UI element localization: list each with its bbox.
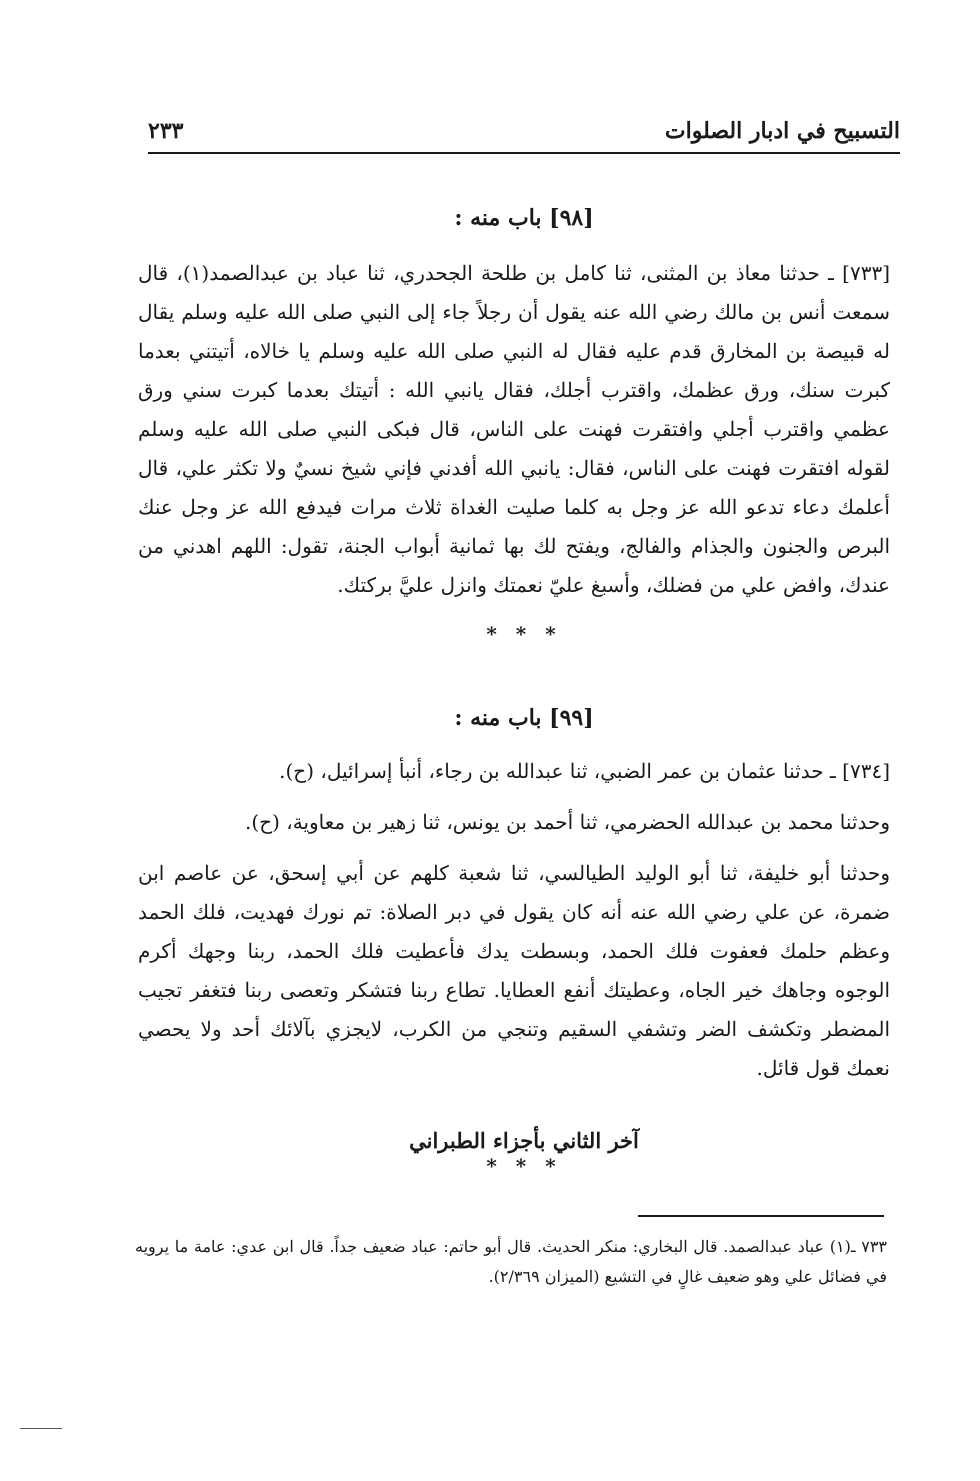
section-98-heading: [٩٨] باب منه :: [454, 205, 594, 231]
running-title: التسبيح في ادبار الصلوات: [664, 118, 900, 144]
end-divider: * * *: [486, 1154, 562, 1178]
footnote: ٧٣٣ ـ(١) عباد عبدالصمد. قال البخاري: منكر الحديث. قال أبو حاتم: عباد ضعيف جداً. قال ابن عدي: عامة ما يرويه في فضائل علي وهو ضعيف غالٍ في التشيع (الميزان ٢/٣٦٩).: [135, 1237, 888, 1286]
section-divider: * * *: [486, 622, 562, 646]
header-rule: [148, 152, 900, 154]
running-header: [148, 112, 900, 156]
scan-mark: [20, 1428, 62, 1429]
hadith-734-chain-2: وحدثنا محمد بن عبدالله الحضرمي، ثنا أحمد بن يونس، ثنا زهير بن معاوية، (ح).: [245, 810, 890, 834]
part-closing-note: آخر الثاني بأجزاء الطبراني: [409, 1128, 639, 1153]
page-number: ٢٣٣: [148, 118, 184, 144]
hadith-734-text: وحدثنا أبو خليفة، ثنا أبو الوليد الطيالسي، ثنا شعبة كلهم عن أبي إسحق، عن عاصم ابن ضمرة، عن علي رضي الله عنه أنه كان يقول في دبر الصلاة: تم نورك فهديت، فلك الحمد وعظم حلمك فعفوت فلك الحمد، وبسطت يدك فأعطيت فلك الحمد، ربنا وجهك أكرم الوجوه وجاهك خير الجاه، وعطيتك أنفع العطايا. تطاع ربنا فتشكر وتعصى ربنا فتغفر تجيب المضطر وتكشف الضر وتشفي السقيم وتنجي من الكرب، لايجزي بآلائك أحد ولا يحصي نعمك قول قائل.: [138, 861, 890, 1080]
hadith-733-text: [٧٣٣] ـ حدثنا معاذ بن المثنى، ثنا كامل بن طلحة الجحدري، ثنا عباد بن عبدالصمد(١)، قال سمعت أنس بن مالك رضي الله عنه يقول أن رجلاً جاء إلى النبي صلى الله عليه وسلم يقال له قبيصة بن المخارق قدم عليه فقال له النبي صلى الله عليه وسلم يا خالاه، أتيتني بعدما كبرت سنك، ورق عظمك، واقترب أجلك، فقال يانبي الله : أتيتك بعدما كبرت سني ورق عظمي واقترب أجلي وافتقرت فهنت على الناس، قال فبكى النبي صلى الله عليه وسلم لقوله افتقرت فهنت على الناس، فقال: يانبي الله أفدني فإني شيخ نسيٌ ولا تكثر علي، قال أعلمك دعاء تدعو الله عز وجل به كلما صليت الغداة ثلاث مرات فيدفع الله عز وجل عنك البرص والجنون والجذام والفالج، ويفتح لك بها ثمانية أبواب الجنة، تقول: اللهم اهدني من عندك، وافض علي من فضلك، وأسبغ عليّ نعمتك وانزل عليَّ بركتك.: [138, 261, 890, 597]
section-99-heading: [٩٩] باب منه :: [454, 705, 594, 731]
hadith-734-chain-1: [٧٣٤] ـ حدثنا عثمان بن عمر الضبي، ثنا عبدالله بن رجاء، أنبأ إسرائيل، (ح).: [279, 759, 890, 783]
footnote-rule: [638, 1215, 884, 1217]
